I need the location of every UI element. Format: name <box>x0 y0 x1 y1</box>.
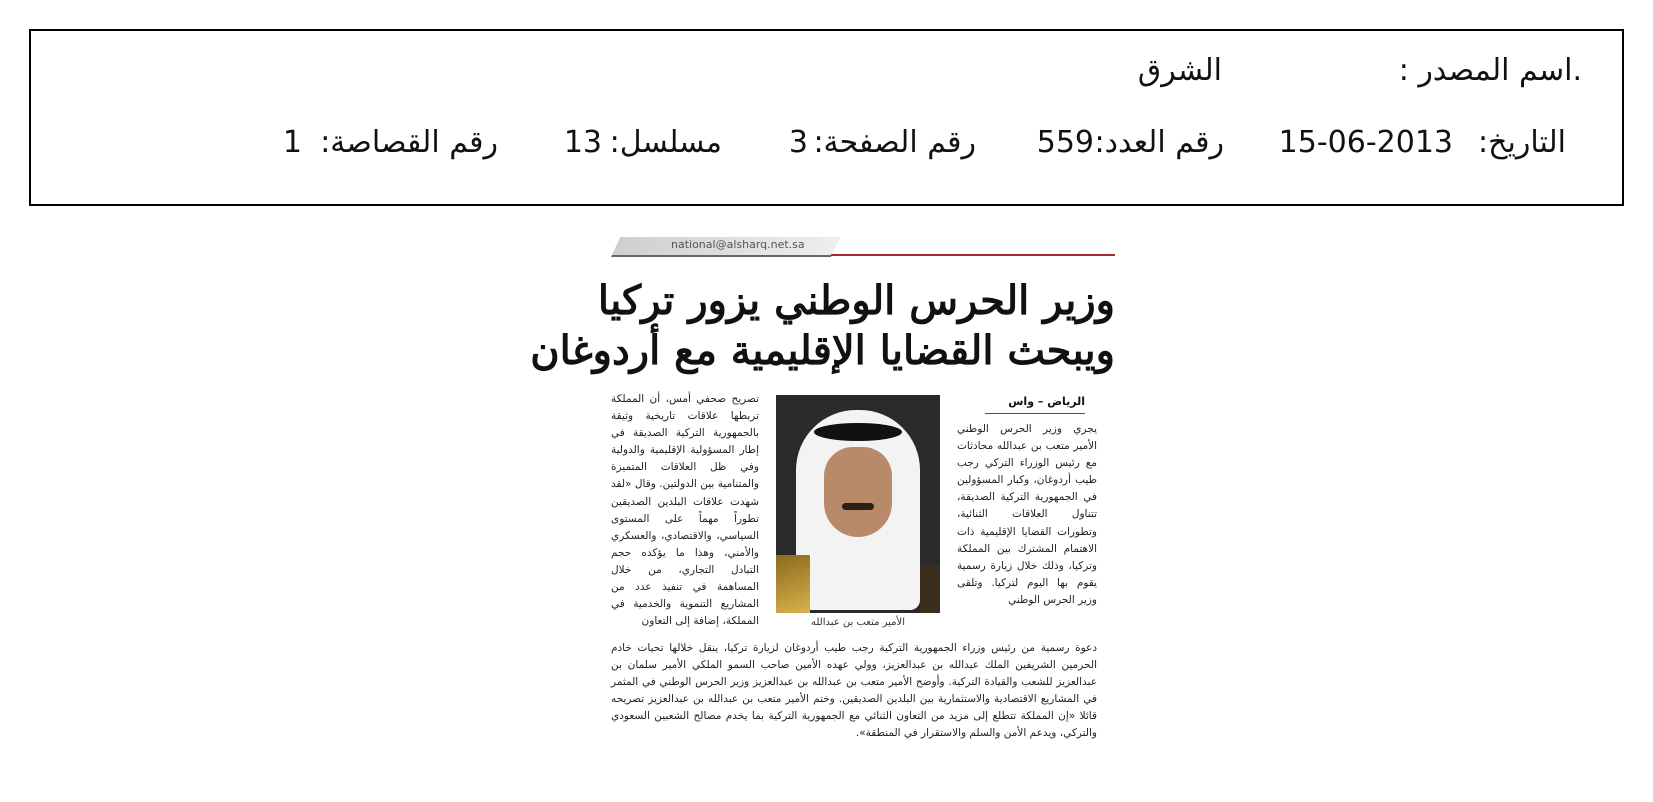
issue-label: رقم العدد: <box>1094 125 1224 160</box>
photo-bisht-right <box>920 565 940 613</box>
date-label: التاريخ: <box>1478 125 1566 160</box>
headline-line-1: وزير الحرس الوطني يزور تركيا <box>597 277 1115 324</box>
clip-label: رقم القصاصة: <box>320 125 498 160</box>
page-label: رقم الصفحة: <box>813 125 976 160</box>
article-column-right: يجري وزير الحرس الوطني الأمير متعب بن عبدالله محادثات مع رئيس الوزراء التركي رجب طيب أردوغان، وكبار المسؤولين في الجمهورية التركية الصديقة، تتناول العلاقات الثنائية، وتطورات القضايا الإقليمية ذات الاهتمام المشترك بين المملكة وتركيا، وذلك خلال زيارة رسمية يقوم بها اليوم لتركيا. وتلقى وزير الحرس الوطني <box>957 423 1097 606</box>
page-value: 3 <box>788 125 808 160</box>
newspaper-clipping <box>530 237 1115 753</box>
headline-line-2: ويبحث القضايا الإقليمية مع أردوغان <box>530 327 1115 374</box>
article-column-left: تصريح صحفي أمس، أن المملكة تربطها علاقات تاريخية وثيقة بالجمهورية التركية الصديقة في إطار المسؤولية الإقليمية والدولية وفي ظل العلاقات المتميزة والمتنامية بين الدولتين. وقال «لقد شهدت علاقات البلدين الصديقين تطوراً مهماً على المستوى السياسي، والاقتصادي، والعسكري والأمني، وهذا ما يؤكده حجم التبادل التجاري، من خلال المساهمة في تنفيذ عدد من المشاريع التنموية والخدمية في المملكة، إضافة إلى التعاون <box>611 393 759 628</box>
metadata-box <box>29 29 1624 206</box>
section-email: national@alsharq.net.sa <box>671 238 805 251</box>
photo-bisht <box>776 555 810 613</box>
dateline: الرياض – واس <box>1008 395 1085 408</box>
issue-value: 559 <box>1036 125 1094 160</box>
section-rule <box>831 254 1115 256</box>
serial-label: مسلسل: <box>609 125 722 160</box>
section-header-bar <box>611 237 1115 257</box>
clip-value: 1 <box>282 125 302 160</box>
date-value: 15-06-2013 <box>1278 125 1453 160</box>
source-value: الشرق <box>1137 53 1222 88</box>
photo-agal <box>814 423 902 441</box>
photo-caption: الأمير متعب بن عبدالله <box>810 617 906 628</box>
portrait-photo <box>776 395 940 613</box>
serial-value: 13 <box>563 125 602 160</box>
photo-moustache <box>842 503 874 510</box>
dateline-rule <box>985 413 1085 414</box>
source-label: .اسم المصدر : <box>1398 53 1582 88</box>
photo-face <box>824 447 892 537</box>
article-column-bottom: دعوة رسمية من رئيس وزراء الجمهورية التركية رجب طيب أردوغان لزيارة تركيا، ينقل خلالها تحيات خادم الحرمين الشريفين الملك عبدالله بن عبدالعزيز، وولي عهده الأمين صاحب السمو الملكي الأمير سلمان بن عبدالعزيز للشعب والقيادة التركية. وأوضح الأمير متعب بن عبدالله بن عبدالعزيز وزير الحرس الوطني في المثمر في المشاريع الاقتصادية والاستثمارية بين البلدين الصديقين. وختم الأمير متعب بن عبدالله بن عبدالعزيز تصريحه قائلا «إن المملكة تتطلع إلى مزيد من التعاون الثنائي مع الجمهورية التركية بما يخدم مصالح الشعبين السعودي والتركي، ويدعم الأمن والسلم والاستقرار في المنطقة». <box>611 642 1097 740</box>
